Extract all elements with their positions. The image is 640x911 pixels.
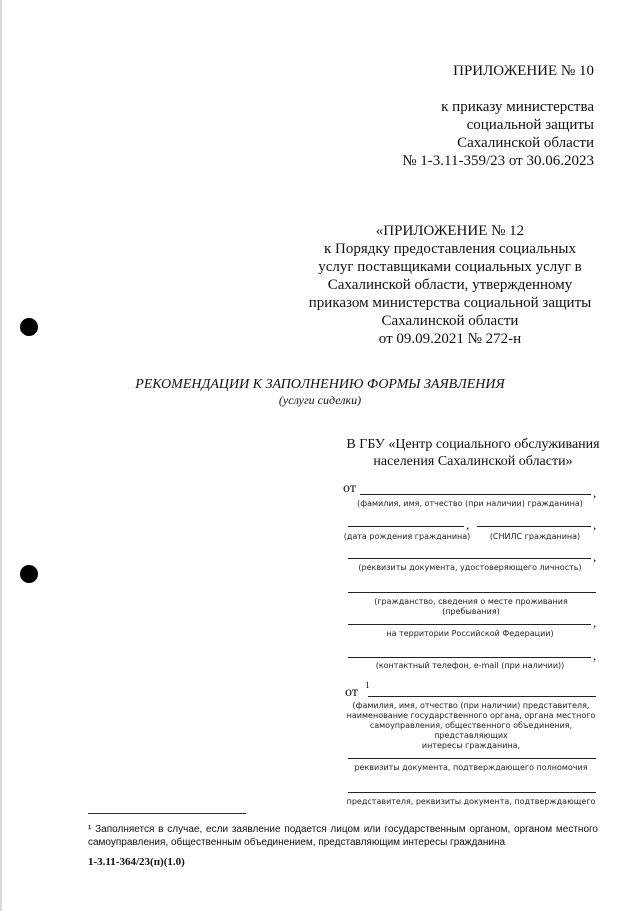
appendix12-line: Сахалинской области [381,313,519,329]
citizenship-caption: (гражданство, сведения о месте проживания (пребывания) [374,597,568,616]
heading-subtitle: (услуги сиделки) [278,393,362,407]
appendix12-block [300,222,600,348]
comma: , [593,517,597,532]
rep-doc-input-line[interactable] [348,792,596,793]
territory-input-line[interactable] [348,624,591,625]
representative-caption-line: интересы гражданина, [421,741,521,750]
appendix10-block [294,62,594,170]
scan-edge [0,0,2,911]
footnote-separator [88,813,246,814]
birth-date-input-line[interactable] [348,526,464,527]
form-heading [110,376,530,408]
id-doc-input-line[interactable] [348,558,591,559]
birth-date-caption: (дата рождения гражданина) [343,532,471,541]
representative-caption-line: самоуправления, общественного объединения, представляющих [369,721,573,740]
representative-input-line[interactable] [368,696,596,697]
representative-caption-line: наименование государственного органа, органа местного [346,711,596,720]
appendix10-line: к приказу министерства [441,99,594,115]
contacts-caption: (контактный телефон, e-mail (при наличии)) [375,661,565,670]
contacts-input-line[interactable] [348,657,591,658]
snils-caption: (СНИЛС гражданина) [489,532,581,541]
comma: , [593,485,597,500]
fio-caption: (фамилия, имя, отчество (при наличии) гражданина) [357,499,583,508]
punch-hole-top [20,318,38,336]
snils-input-line[interactable] [477,526,591,527]
comma: , [593,648,597,663]
authority-doc-input-line[interactable] [348,758,596,759]
id-doc-caption: (реквизиты документа, удостоверяющего личность) [358,563,582,572]
from-label: от [343,481,356,496]
appendix12-line: приказом министерства социальной защиты [308,295,592,311]
recipient-block [338,436,608,470]
from-representative-label: от [345,685,358,700]
territory-caption: на территории Российской Федерации) [386,629,554,638]
appendix10-line: социальной защиты [466,117,594,133]
appendix10-title: ПРИЛОЖЕНИЕ № 10 [453,63,594,79]
footnote-text: ¹ Заполняется в случае, если заявление подается лицом или государственным органом, органом местного самоуправления, общественным объединением, представляющим интересы гражданина [88,824,598,848]
recipient-line2: населения Сахалинской области» [373,454,573,469]
citizenship-input-line[interactable] [348,592,596,593]
rep-doc-caption: представителя, реквизиты документа, подтверждающего [346,797,596,806]
representative-caption [345,701,597,751]
representative-caption-line: (фамилия, имя, отчество (при наличии) представителя, [352,701,590,710]
comma: , [593,615,597,630]
appendix10-line: Сахалинской области [457,135,594,151]
fio-input-line[interactable] [360,494,591,495]
appendix12-line: услуг поставщиками социальных услуг в [318,259,582,275]
doc-code: 1-3.11-364/23(п)(1.0) [88,856,185,868]
punch-hole-bottom [20,565,38,583]
comma: , [466,517,470,532]
appendix10-line: № 1-3.11-359/23 от 30.06.2023 [402,153,594,169]
recipient-line1: В ГБУ «Центр социального обслуживания [346,437,600,452]
appendix12-line: Сахалинской области, утвержденному [327,277,573,293]
footnote-marker: 1 [365,680,370,690]
comma: , [593,549,597,564]
appendix12-line: от 09.09.2021 № 272-н [378,331,522,347]
appendix12-title: «ПРИЛОЖЕНИЕ № 12 [375,223,525,239]
appendix12-line: к Порядку предоставления социальных [324,241,576,257]
authority-doc-caption: реквизиты документа, подтверждающего полномочия [354,763,588,772]
heading-title: РЕКОМЕНДАЦИИ К ЗАПОЛНЕНИЮ ФОРМЫ ЗАЯВЛЕНИЯ [135,377,505,392]
